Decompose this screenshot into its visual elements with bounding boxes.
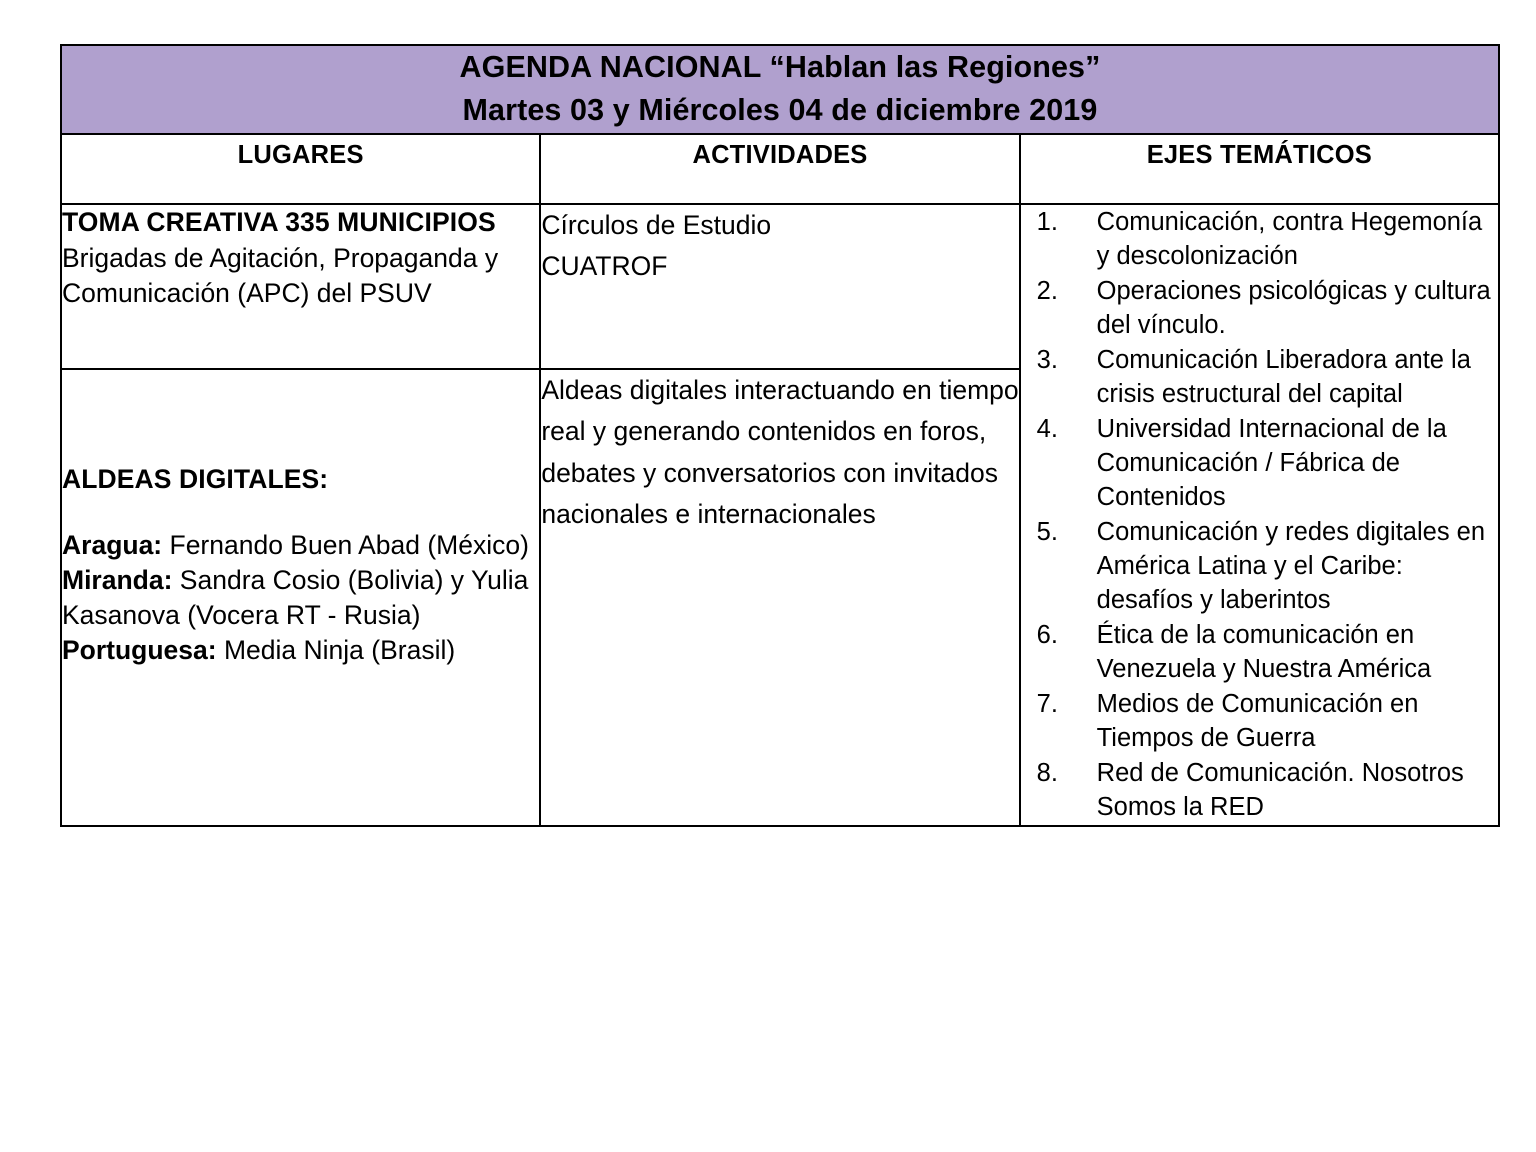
aldea-entry-miranda-cont xyxy=(62,598,539,633)
cell-actividades-row2 xyxy=(540,369,1019,826)
column-header-actividades xyxy=(540,134,1019,204)
actividades-line-row1-2: CUATROF xyxy=(541,250,668,281)
lugares-heading-row1: TOMA CREATIVA 335 MUNICIPIOS xyxy=(62,206,496,237)
aldea-label-aragua: Aragua: xyxy=(62,530,163,561)
agenda-title-banner xyxy=(61,45,1499,134)
actividades-paragraph-row2: Aldeas digitales interactuando en tiempo real y generando contenidos en foros, debates y conversatorios con invitados nacionales e internacionales xyxy=(541,374,1019,530)
list-item: Ética de la comunicación en Venezuela y Nuestra América xyxy=(1096,620,1432,683)
title-row xyxy=(61,45,1499,134)
aldea-entry-portuguesa xyxy=(62,633,539,668)
aldea-label-portuguesa: Portuguesa: xyxy=(62,635,217,666)
aldea-value-miranda: Sandra Cosio (Bolivia) y Yulia xyxy=(172,565,529,596)
column-header-lugares xyxy=(61,134,540,204)
spacer xyxy=(62,370,539,462)
column-header-lugares-label: LUGARES xyxy=(237,140,364,169)
aldea-value-aragua: Fernando Buen Abad (México) xyxy=(162,530,529,561)
aldea-value-portuguesa: Media Ninja (Brasil) xyxy=(216,635,456,666)
list-item: Operaciones psicológicas y cultura del vínculo. xyxy=(1096,276,1491,339)
column-header-ejes-tematicos xyxy=(1020,134,1499,204)
spacer xyxy=(62,498,539,528)
agenda-title-line-2: Martes 03 y Miércoles 04 de diciembre 2019 xyxy=(462,93,1098,128)
list-item: Comunicación, contra Hegemonía y descolonización xyxy=(1096,207,1483,270)
cell-lugares-row1 xyxy=(61,204,540,369)
list-item: Universidad Internacional de la Comunicación / Fábrica de Contenidos xyxy=(1096,414,1447,511)
column-header-ejes-tematicos-label: EJES TEMÁTICOS xyxy=(1146,140,1372,169)
aldea-value-miranda-cont: Kasanova (Vocera RT - Rusia) xyxy=(62,600,421,631)
column-header-actividades-label: ACTIVIDADES xyxy=(692,140,868,169)
lugares-heading-row2: ALDEAS DIGITALES: xyxy=(62,463,329,494)
aldea-entry-miranda xyxy=(62,563,539,598)
agenda-title-line-1: AGENDA NACIONAL “Hablan las Regiones” xyxy=(459,50,1101,84)
list-item: Red de Comunicación. Nosotros Somos la RED xyxy=(1096,759,1464,822)
cell-actividades-row1 xyxy=(540,204,1019,369)
list-item: Comunicación Liberadora ante la crisis estructural del capital xyxy=(1096,345,1471,408)
actividades-line-row1-1: Círculos de Estudio xyxy=(541,209,772,240)
list-item: Medios de Comunicación en Tiempos de Guerra xyxy=(1096,690,1419,753)
column-header-row xyxy=(61,134,1499,204)
cell-ejes-tematicos xyxy=(1020,204,1499,827)
agenda-table xyxy=(60,44,1500,827)
lugares-line-row1-1: Brigadas de Agitación, Propaganda y xyxy=(62,243,499,274)
list-item: Comunicación y redes digitales en América Latina y el Caribe: desafíos y laberintos xyxy=(1096,517,1486,614)
lugares-line-row1-2: Comunicación (APC) del PSUV xyxy=(62,278,432,308)
table-row xyxy=(61,204,1499,369)
aldea-entry-aragua xyxy=(62,528,539,563)
cell-lugares-row2 xyxy=(61,369,540,826)
ejes-tematicos-list xyxy=(1021,205,1498,825)
aldea-label-miranda: Miranda: xyxy=(62,565,173,596)
